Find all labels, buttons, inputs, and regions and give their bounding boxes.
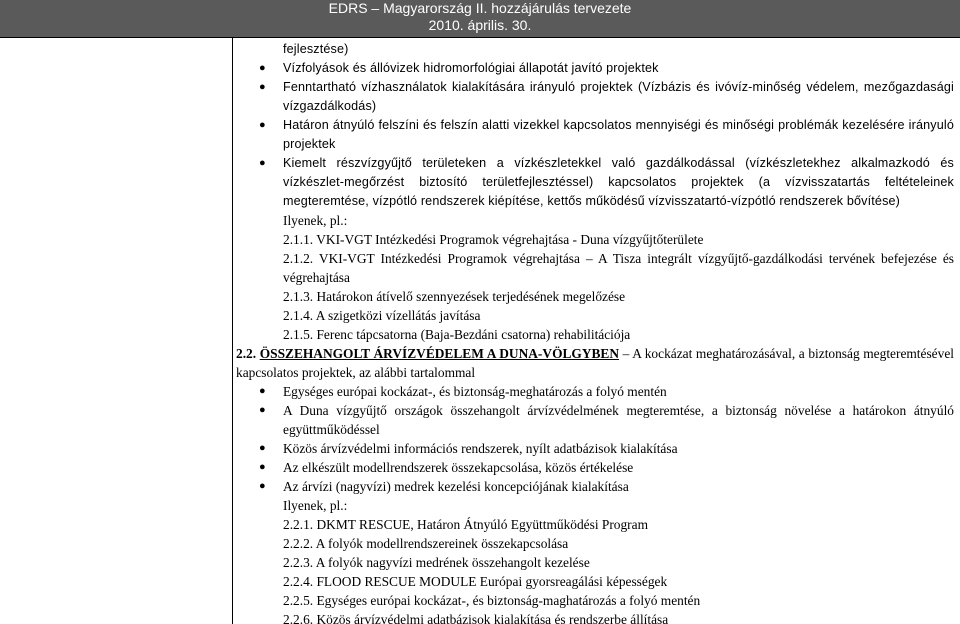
list-item — [236, 401, 954, 439]
sans-section — [236, 40, 954, 211]
table-top-border — [233, 37, 960, 38]
example-item: 2.1.3. Határokon átívelő szennyezések terjedésének megelőzése — [283, 289, 626, 304]
example-item: 2.2.2. A folyók modellrendszereinek összekapcsolása — [283, 536, 569, 551]
list-item-text: Az elkészült modellrendszerek összekapcsolása, közös értékelése — [283, 460, 634, 475]
examples-label: Ilyenek, pl.: — [283, 498, 348, 513]
section-title: ÖSSZEHANGOLT ÁRVÍZVÉDELEM A DUNA-VÖLGYBEN — [259, 346, 620, 361]
bullet-icon: ● — [259, 385, 266, 397]
list-item — [236, 78, 954, 116]
bullet-icon: ● — [259, 404, 266, 416]
list-item-text: Egységes európai kockázat-, és biztonság-meghatározás a folyó mentén — [283, 384, 667, 399]
section-heading — [236, 344, 954, 382]
bullet-icon: ● — [259, 442, 266, 454]
example-item: 2.2.3. A folyók nagyvízi medrének összehangolt kezelése — [283, 555, 590, 570]
bullet-icon: ● — [259, 62, 266, 74]
list-item — [236, 382, 954, 401]
table-content-cell — [236, 40, 954, 624]
list-item — [236, 59, 954, 78]
example-item: 2.1.4. A szigetközi vízellátás javítása — [283, 308, 481, 323]
example-item: 2.1.2. VKI-VGT Intézkedési Programok végrehajtása – A Tisza integrált vízgyűjtő-gazdálkodási tervének befejezése és végrehajtása — [283, 251, 954, 285]
page-header — [0, 0, 960, 37]
example-item: 2.2.5. Egységes európai kockázat-, és biztonság-maghatározás a folyó mentén — [283, 593, 701, 608]
list-item — [236, 116, 954, 154]
header-date: 2010. április. 30. — [428, 17, 532, 33]
bullet-icon: ● — [259, 119, 266, 131]
bullet-icon: ● — [259, 157, 266, 169]
list-item — [236, 154, 954, 211]
examples-label: Ilyenek, pl.: — [283, 213, 348, 228]
list-item — [236, 477, 954, 496]
list-item — [236, 458, 954, 477]
list-item-text: Közös árvízvédelmi információs rendszerek, nyílt adatbázisok kialakítása — [283, 441, 678, 456]
example-item: 2.1.5. Ferenc tápcsatorna (Baja-Bezdáni csatorna) rehabilitációja — [283, 327, 631, 342]
example-item: 2.2.4. FLOOD RESCUE MODULE Európai gyorsreagálási képességek — [283, 574, 668, 589]
list-item — [236, 439, 954, 458]
list-item-text: Vízfolyások és állóvizek hidromorfológiai állapotát javító projektek — [283, 61, 659, 75]
list-item-text: Határon átnyúló felszíni és felszín alatti vizekkel kapcsolatos mennyiségi és minőségi problémák kezelésére irányuló projektek — [283, 118, 954, 151]
header-title: EDRS – Magyarország II. hozzájárulás tervezete — [328, 0, 632, 16]
list-item-text: A Duna vízgyűjtő országok összehangolt árvízvédelmének megteremtése, a biztonság növelése a határokon átnyúló együttműködéssel — [283, 403, 954, 437]
example-item: 2.2.1. DKMT RESCUE, Határon Átnyúló Együttműködési Program — [283, 517, 648, 532]
example-item: 2.2.6. Közös árvízvédelmi adatbázisok kialakítása és rendszerbe állítása — [283, 612, 669, 624]
section-number: 2.2. — [236, 346, 257, 361]
example-item: 2.1.1. VKI-VGT Intézkedési Programok végrehajtása - Duna vízgyűjtőterülete — [283, 232, 704, 247]
list-item-text: Fenntartható vízhasználatok kialakítására irányuló projektek (Vízbázis és ivóvíz-minőség védelem, mezőgazdasági vízgazdálkodás) — [283, 80, 954, 113]
list-item-text: Az árvízi (nagyvízi) medrek kezelési koncepciójának kialakítása — [283, 479, 629, 494]
list-item-text: Kiemelt részvízgyűjtő területeken a vízkészletekkel való gazdálkodással (vízkészletekhez alkalmazkodó és vízkészlet-megőrzést biztosító területfejlesztéssel) kapcsolatos projektek (a vízvisszatartás feltételeinek megteremtése, vízpótló rendszerek kiépítése, kettős működésű vízvisszatartó-vízpótló rendszerek bővítése) — [283, 156, 954, 208]
bullet-icon: ● — [259, 480, 266, 492]
section-text: – A kockázat meghatározásával, a biztonság megteremtésével kapcsolatos projektek, az alábbi tartalommal — [236, 346, 954, 380]
bullet-icon: ● — [259, 461, 266, 473]
bullet-icon: ● — [259, 81, 266, 93]
continued-text: fejlesztése) — [283, 42, 349, 56]
table-left-column — [0, 37, 233, 624]
